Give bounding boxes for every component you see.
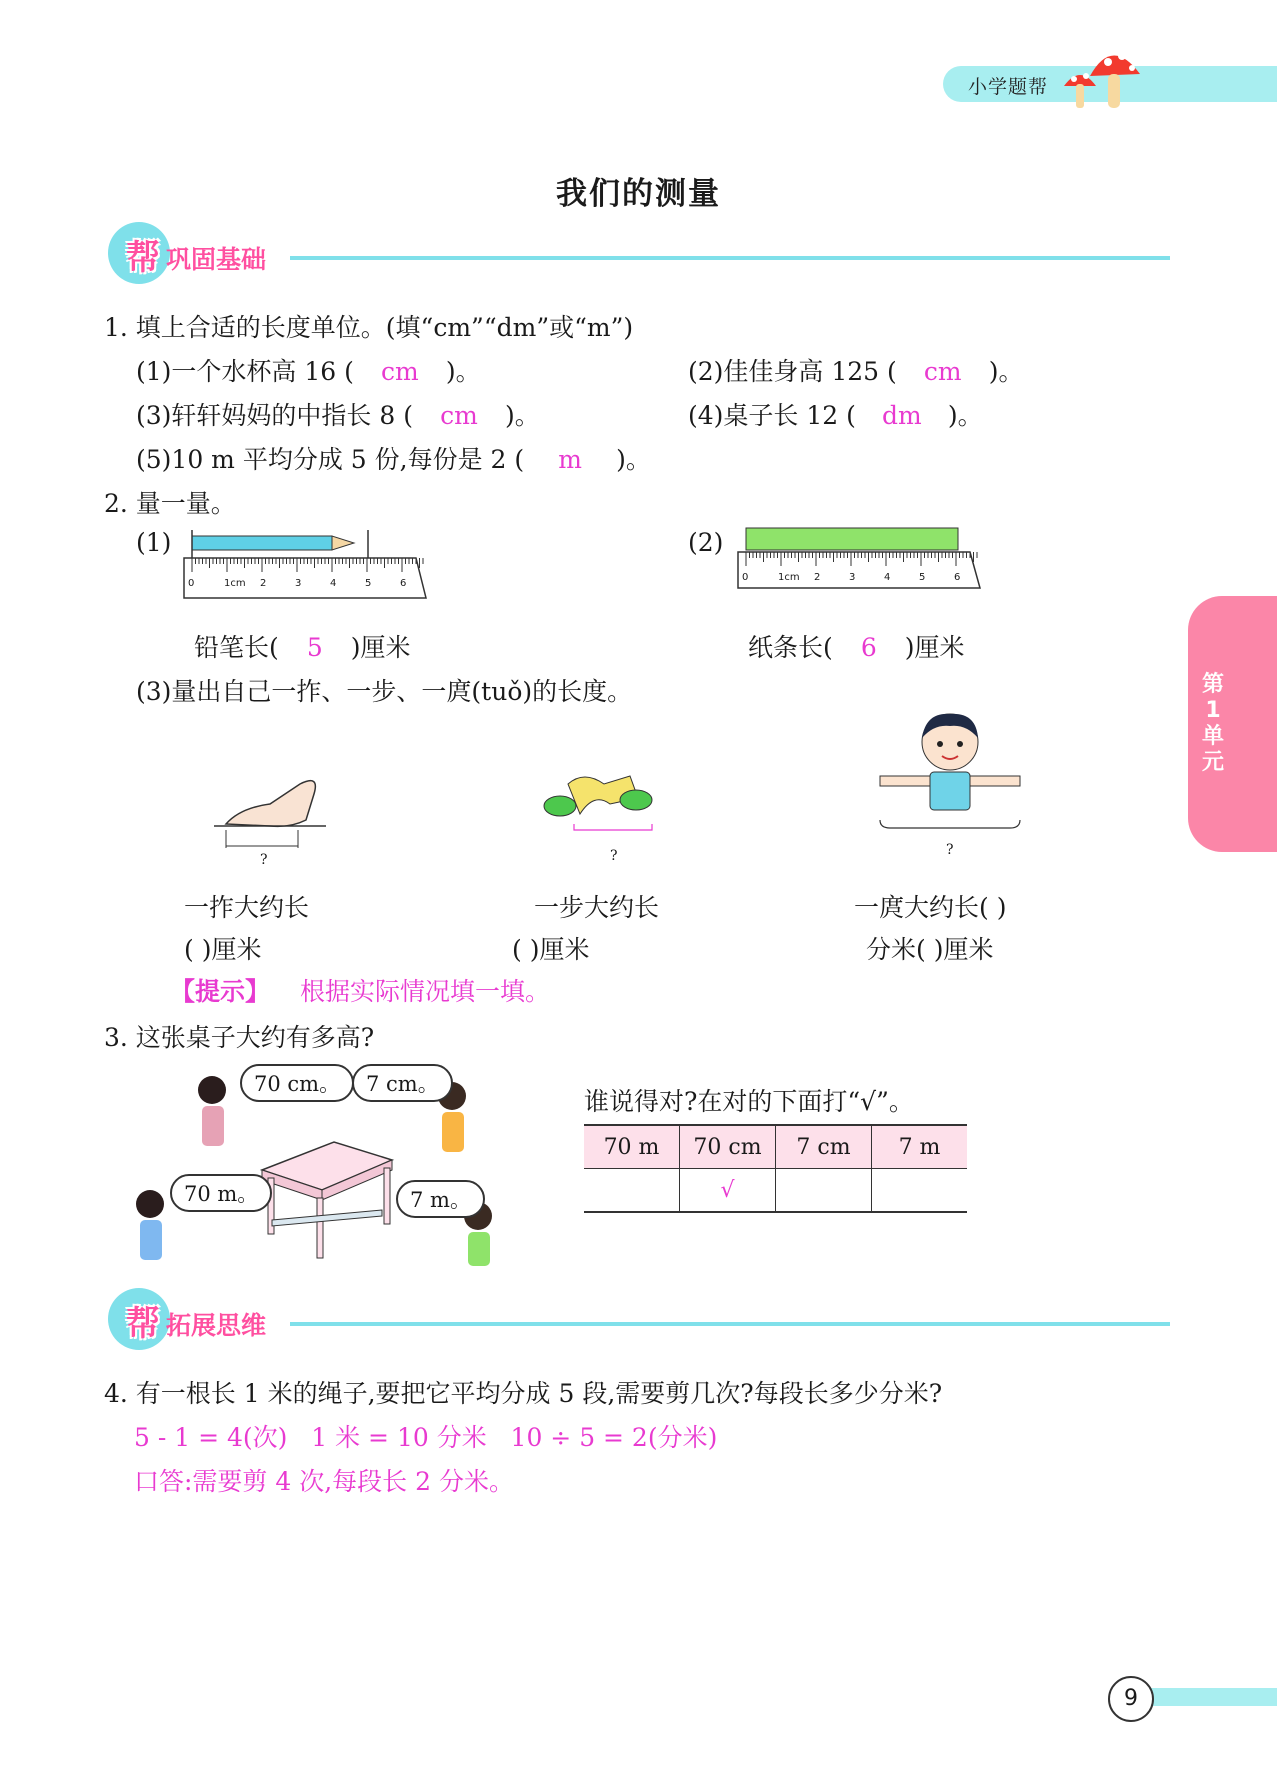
q1-stem: 1. 填上合适的长度单位。(填“cm”“dm”或“m”): [104, 313, 634, 342]
ruler-2-labels: [734, 572, 964, 588]
table-cell: [584, 1169, 680, 1212]
question-mark: ?: [260, 852, 268, 868]
tick-label: 2: [260, 578, 267, 589]
paper-length: 纸条长( 6 )厘米: [748, 633, 965, 662]
answer-table: [584, 1124, 967, 1213]
section-title-basic: 巩固基础: [166, 245, 267, 274]
ruler-1-labels: [180, 578, 410, 594]
tick-label: 3: [849, 572, 856, 583]
tick-label: 3: [295, 578, 302, 589]
tick-label: 5: [365, 578, 372, 589]
q2-stem: 2. 量一量。: [104, 489, 236, 518]
table-cell: [776, 1169, 872, 1212]
tick-label: 6: [400, 578, 407, 589]
q1-item-2: (2)佳佳身高 125 ( cm )。: [688, 357, 1024, 386]
speech-bubble: 70 m。: [170, 1174, 272, 1212]
tick-label: 5: [919, 572, 926, 583]
tick-label: 1cm: [778, 572, 800, 583]
hint: 【提示】 根据实际情况填一填。: [170, 977, 550, 1006]
armspan-measure-line2: 分米( )厘米: [866, 935, 994, 964]
speech-bubble: 7 m。: [396, 1180, 485, 1218]
section-bang: 帮: [126, 238, 160, 278]
tick-label: 0: [742, 572, 749, 583]
section-divider: [290, 256, 1170, 260]
tick-label: 4: [330, 578, 337, 589]
hand-span-figure: [210, 770, 340, 870]
table-header: 7 m: [872, 1126, 968, 1169]
pencil-length: 铅笔长( 5 )厘米: [194, 633, 411, 662]
question-mark: ?: [946, 842, 954, 858]
span-measure-line2: ( )厘米: [184, 935, 262, 964]
question-mark: ?: [610, 848, 618, 864]
tick-label: 2: [814, 572, 821, 583]
q1-item-4: (4)桌子长 12 ( dm )。: [688, 401, 983, 430]
section-bang: 帮: [126, 1304, 160, 1344]
table-cell: √: [680, 1169, 776, 1212]
speech-bubble: 70 cm。: [240, 1064, 354, 1102]
step-figure: [534, 760, 664, 860]
q1-item-5: (5)10 m 平均分成 5 份,每份是 2 ( m )。: [136, 445, 651, 474]
q4-calculation: 5 - 1 = 4(次) 1 米 = 10 分米 10 ÷ 5 = 2(分米): [134, 1423, 718, 1452]
q1-item-3: (3)轩轩妈妈的中指长 8 ( cm )。: [136, 401, 540, 430]
section-title-extend: 拓展思维: [166, 1311, 267, 1340]
arm-span-figure: [870, 708, 1030, 848]
q1-item-1: (1)一个水杯高 16 ( cm )。: [136, 357, 481, 386]
q4-answer: 口答:需要剪 4 次,每段长 2 分米。: [134, 1467, 514, 1496]
table-header: 70 m: [584, 1126, 680, 1169]
mushroom-icon: [1060, 44, 1150, 114]
table-header: 70 cm: [680, 1126, 776, 1169]
page-number: 9: [1108, 1676, 1154, 1722]
table-cell: [872, 1169, 968, 1212]
q2-part-3: (3)量出自己一拃、一步、一庹(tuǒ)的长度。: [136, 677, 633, 706]
page-number-bar: [1140, 1688, 1277, 1706]
table-header: 7 cm: [776, 1126, 872, 1169]
span-measure-line1: 一拃大约长: [184, 893, 310, 922]
q2-part-1-label: (1): [136, 528, 172, 557]
armspan-measure-line1: 一庹大约长( ): [854, 893, 1007, 922]
q4-stem: 4. 有一根长 1 米的绳子,要把它平均分成 5 段,需要剪几次?每段长多少分米?: [104, 1379, 943, 1408]
page-title: 我们的测量: [556, 176, 721, 212]
brand-text: 小学题帮: [968, 76, 1049, 98]
section-divider: [290, 1322, 1170, 1326]
tick-label: 0: [188, 578, 195, 589]
step-measure-line1: 一步大约长: [534, 893, 660, 922]
tick-label: 4: [884, 572, 891, 583]
q2-part-2-label: (2): [688, 528, 724, 557]
step-measure-line2: ( )厘米: [512, 935, 590, 964]
q3-instruction: 谁说得对?在对的下面打“√”。: [584, 1087, 914, 1116]
speech-bubble: 7 cm。: [352, 1064, 453, 1102]
tick-label: 1cm: [224, 578, 246, 589]
q3-stem: 3. 这张桌子大约有多高?: [104, 1023, 375, 1052]
unit-tab-label: 第1单元: [1201, 672, 1224, 775]
tick-label: 6: [954, 572, 961, 583]
